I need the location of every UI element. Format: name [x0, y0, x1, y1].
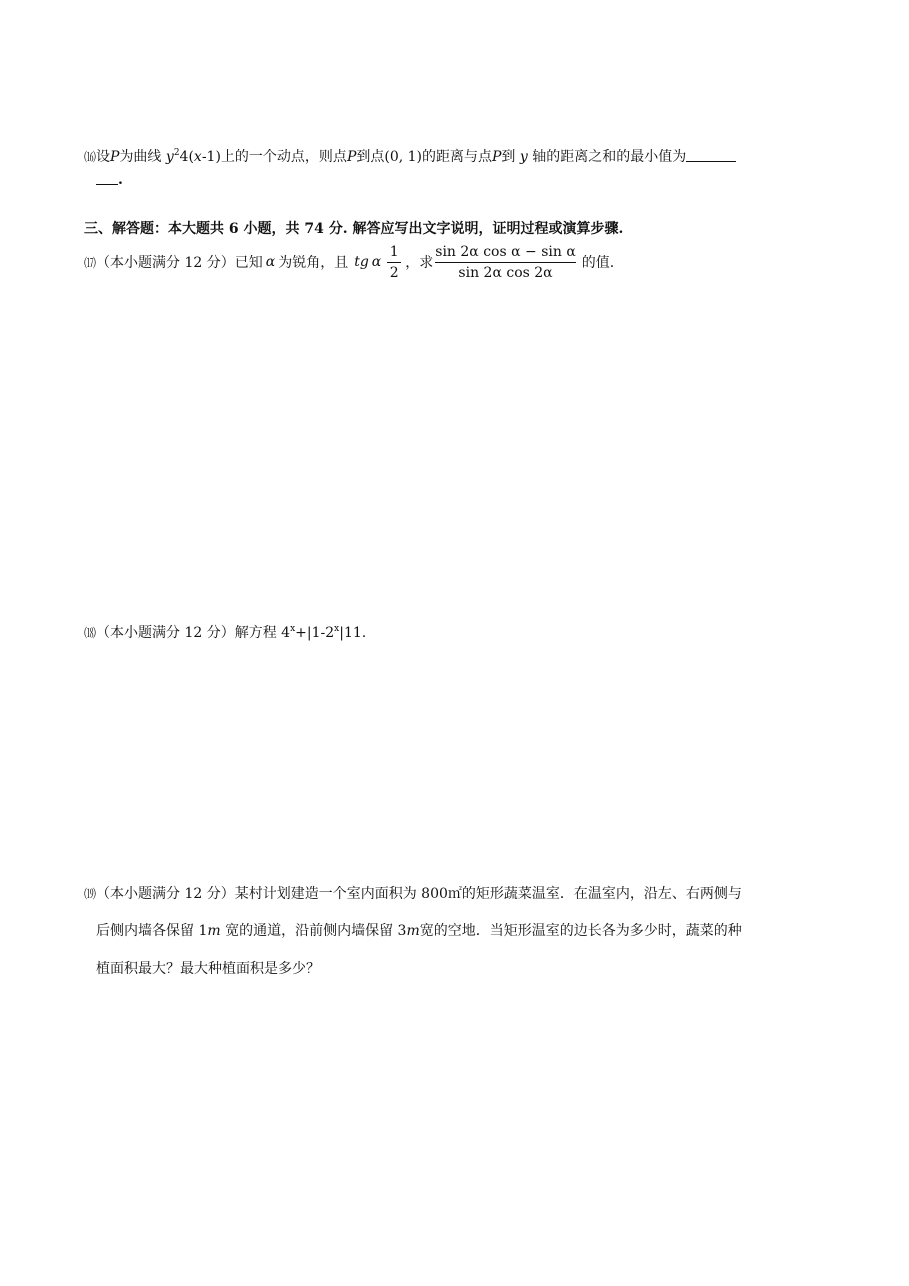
question-number: ⒄ — [84, 255, 97, 270]
var-y: y — [165, 149, 174, 165]
text: 宽的空地．当矩形温室的边长各为多少时，蔬菜的种 — [419, 923, 742, 939]
question-number: ⒆ — [84, 887, 97, 901]
question-19-line-3 — [96, 958, 320, 978]
text: 的值. — [581, 255, 615, 271]
text: 4( — [179, 149, 194, 165]
var-x: x — [193, 149, 202, 165]
text: |11. — [339, 625, 367, 641]
text: 植面积最大？最大种植面积是多少？ — [96, 961, 320, 977]
text: 宽的通道，沿前侧内墙保留 3 — [220, 923, 407, 939]
exponent: x — [290, 624, 296, 634]
var-alpha: α — [371, 254, 382, 270]
var-p: P — [110, 149, 120, 165]
text: 后侧内墙各保留 1 — [96, 923, 208, 939]
question-17 — [84, 238, 614, 286]
var-p: P — [492, 149, 502, 165]
question-16-blank-cont — [96, 172, 123, 188]
unit-m: m — [207, 923, 221, 939]
section-heading: 三、解答题：本大题共 6 小题，共 74 分. 解答应写出文字说明，证明过程或演算步骤. — [84, 221, 624, 237]
text: -1)上的一个动点，则点 — [201, 149, 347, 165]
text: +|1-2 — [295, 625, 335, 641]
question-number: ⒃ — [84, 150, 97, 164]
fraction-expression — [433, 242, 578, 283]
question-16 — [84, 146, 736, 166]
exponent: x — [334, 624, 340, 634]
text: 到点(0, 1)的距离与点 — [356, 149, 492, 165]
exponent: 2 — [173, 148, 180, 158]
text: 为曲线 — [119, 149, 162, 165]
numerator: sin 2α cos α − sin α — [435, 243, 576, 260]
unit-m: m — [406, 923, 420, 939]
question-number: ⒅ — [84, 626, 97, 640]
text: 设 — [96, 149, 111, 165]
denominator: 2 — [389, 264, 399, 281]
answer-blank — [686, 149, 736, 162]
numerator: 1 — [389, 243, 399, 260]
var-p: P — [346, 149, 357, 165]
text: ，求 — [405, 255, 434, 271]
text: （本小题满分 12 分）已知 — [96, 255, 263, 271]
period: . — [118, 172, 123, 188]
text: （本小题满分 12 分）某村计划建造一个室内面积为 800㎡的矩形蔬菜温室．在温室内，沿左、右两侧与 — [96, 886, 742, 902]
answer-blank — [96, 172, 118, 185]
text: （本小题满分 12 分）解方程 4 — [96, 625, 291, 641]
var-alpha: α — [265, 254, 276, 270]
text: 为锐角，且 — [278, 255, 349, 271]
var-y: y — [519, 149, 528, 165]
question-19-line-2 — [96, 920, 742, 940]
denominator: sin 2α cos 2α — [458, 264, 553, 281]
tg-symbol: tg — [354, 254, 369, 270]
question-19-line-1 — [84, 883, 742, 903]
question-18 — [84, 622, 366, 642]
fraction-half — [387, 242, 401, 283]
text: 轴的距离之和的最小值为 — [532, 149, 687, 165]
text: 到 — [501, 149, 516, 165]
